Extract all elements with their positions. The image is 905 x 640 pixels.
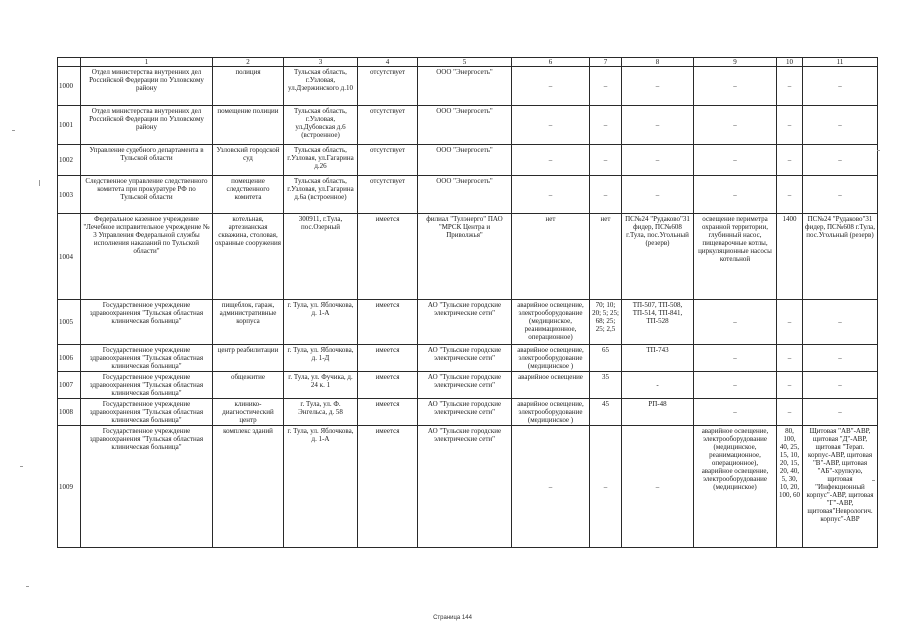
- table-cell-col-4: имеется: [358, 426, 418, 548]
- table-cell-col-10: 80, 100, 40, 25, 15, 10, 20, 15, 20, 40, 5, 30, 10, 20, 100, 60: [777, 426, 803, 548]
- header-cell: 11: [803, 58, 878, 67]
- table-cell-col-2: помещение следственного комитета: [213, 176, 284, 214]
- table-cell-col-1: Государственное учреждение здравоохранения "Тульская областная клиническая больница": [81, 300, 213, 345]
- table-cell-col-5: АО "Тульские городские электрические сети": [418, 372, 512, 399]
- row-number: 1000: [58, 67, 81, 106]
- table-cell-col-6: аварийное освещение: [512, 372, 590, 399]
- table-row: [58, 345, 878, 372]
- header-cell-empty: [58, 58, 81, 67]
- table-cell-col-6: –: [512, 67, 590, 106]
- table-cell-col-3: г. Тула, ул. Ф. Энгельса, д. 58: [284, 399, 358, 426]
- table-row: [58, 399, 878, 426]
- table-cell-col-7: –: [590, 145, 622, 176]
- table-cell-col-6: аварийное освещение, электрооборудование (медицинское ): [512, 399, 590, 426]
- header-cell: 3: [284, 58, 358, 67]
- table-cell-col-4: имеется: [358, 214, 418, 300]
- table-cell-col-8: –: [622, 176, 694, 214]
- table-cell-col-3: г. Тула, ул. Яблочкова, д. 1-А: [284, 426, 358, 548]
- scan-speck: [877, 150, 880, 151]
- table-cell-col-2: центр реабилитации: [213, 345, 284, 372]
- table-cell-col-11: –: [803, 399, 878, 426]
- table-cell-col-9: –: [694, 106, 777, 145]
- table-cell-col-8: ТП-743: [622, 345, 694, 372]
- table-cell-col-8: –: [622, 67, 694, 106]
- page-footer: Страница 144: [433, 615, 472, 621]
- table-cell-col-9: –: [694, 345, 777, 372]
- row-number: 1006: [58, 345, 81, 372]
- table-cell-col-5: АО "Тульские городские электрические сети": [418, 345, 512, 372]
- table-cell-col-5: ООО "Энергосеть": [418, 106, 512, 145]
- header-cell: 8: [622, 58, 694, 67]
- table-row: [58, 106, 878, 145]
- table-cell-col-8: –: [622, 106, 694, 145]
- column-number-header-row: [58, 58, 878, 67]
- table-cell-col-8: ПС№24 "Рудаково"31 фидер, ПС№608 г.Тула, пос.Угольный (резерв): [622, 214, 694, 300]
- table-cell-col-3: Тульская область, г.Узловая, ул.Дубовская д.6 (встроенное): [284, 106, 358, 145]
- table-cell-col-11: –: [803, 372, 878, 399]
- scan-speck: [12, 130, 15, 131]
- table-cell-col-6: –: [512, 426, 590, 548]
- table-cell-col-4: отсутствует: [358, 176, 418, 214]
- table-cell-col-2: пищеблок, гараж, административные корпуса: [213, 300, 284, 345]
- table-cell-col-9: –: [694, 176, 777, 214]
- table-cell-col-11: –: [803, 345, 878, 372]
- table-cell-col-9: –: [694, 67, 777, 106]
- table-cell-col-4: имеется: [358, 345, 418, 372]
- table-cell-col-3: г. Тула, ул. Яблочкова, д. 1-А: [284, 300, 358, 345]
- table-cell-col-2: общежитие: [213, 372, 284, 399]
- table-cell-col-3: г. Тула, ул. Яблочкова, д. 1-Д: [284, 345, 358, 372]
- table-cell-col-7: 35: [590, 372, 622, 399]
- table-cell-col-10: –: [777, 176, 803, 214]
- row-number: 1001: [58, 106, 81, 145]
- header-cell: 4: [358, 58, 418, 67]
- table-cell-col-4: отсутствует: [358, 106, 418, 145]
- table-cell-col-11: –: [803, 300, 878, 345]
- table-cell-col-9: освещение периметра охранной территории, глубинный насос, пищеварочные котлы, циркуляционные насосы котельной: [694, 214, 777, 300]
- table-cell-col-4: отсутствует: [358, 145, 418, 176]
- table-cell-col-3: 300911, г.Тула, пос.Озерный: [284, 214, 358, 300]
- row-number: 1007: [58, 372, 81, 399]
- table-row: [58, 145, 878, 176]
- table-cell-col-5: ООО "Энергосеть": [418, 67, 512, 106]
- row-number: 1003: [58, 176, 81, 214]
- table-row: [58, 176, 878, 214]
- row-number: 1008: [58, 399, 81, 426]
- table-cell-col-3: г. Тула, ул. Фучика, д. 24 к. 1: [284, 372, 358, 399]
- table-cell-col-11: –: [803, 176, 878, 214]
- row-number: 1002: [58, 145, 81, 176]
- table-cell-col-9: –: [694, 145, 777, 176]
- table-cell-col-3: Тульская область, г.Узловая, ул.Дзержинского д.10: [284, 67, 358, 106]
- table-cell-col-5: ООО "Энергосеть": [418, 145, 512, 176]
- table-cell-col-10: –: [777, 106, 803, 145]
- table-cell-col-3: Тульская область, г.Узловая, ул.Гагарина д.26: [284, 145, 358, 176]
- table-cell-col-7: 45: [590, 399, 622, 426]
- table-cell-col-8: ТП-507, ТП-508, ТП-514, ТП-841, ТП-528: [622, 300, 694, 345]
- table-cell-col-4: отсутствует: [358, 67, 418, 106]
- table-cell-col-11: –: [803, 106, 878, 145]
- header-cell: 10: [777, 58, 803, 67]
- table-cell-col-4: имеется: [358, 372, 418, 399]
- table-cell-col-10: –: [777, 67, 803, 106]
- table-cell-col-1: Отдел министерства внутренних дел Российской Федерации по Узловскому району: [81, 106, 213, 145]
- table-row: [58, 372, 878, 399]
- table-cell-col-7: –: [590, 176, 622, 214]
- table-cell-col-10: 1400: [777, 214, 803, 300]
- table-cell-col-9: –: [694, 372, 777, 399]
- table-cell-col-1: Государственное учреждение здравоохранения "Тульская областная клиническая больница": [81, 426, 213, 548]
- table-cell-col-2: Узловский городской суд: [213, 145, 284, 176]
- table-cell-col-8: –: [622, 426, 694, 548]
- table-cell-col-4: имеется: [358, 399, 418, 426]
- register-table: [57, 57, 878, 548]
- table-cell-col-6: аварийное освещение, электрооборудование (медицинское ): [512, 345, 590, 372]
- table-cell-col-5: АО "Тульские городские электрические сети": [418, 399, 512, 426]
- table-cell-col-1: Отдел министерства внутренних дел Российской Федерации по Узловскому району: [81, 67, 213, 106]
- table-row: [58, 300, 878, 345]
- table-cell-col-2: помещение полиции: [213, 106, 284, 145]
- table-cell-col-7: нет: [590, 214, 622, 300]
- header-cell: 5: [418, 58, 512, 67]
- table-row: [58, 67, 878, 106]
- row-number: 1009: [58, 426, 81, 548]
- table-cell-col-1: Следственное управление следственного комитета при прокуратуре РФ по Тульской области: [81, 176, 213, 214]
- table-cell-col-7: –: [590, 67, 622, 106]
- table-cell-col-11: ПС№24 "Рудаково"31 фидер, ПС№608 г.Тула, пос.Угольный (резерв): [803, 214, 878, 300]
- table-cell-col-2: котельная, артезианская скважина, столовая, охранные сооружения: [213, 214, 284, 300]
- table-cell-col-1: Федеральное казенное учреждение "Лечебное исправительное учреждение № 3 Управления Федеральной службы исполнения наказаний по Тульской области": [81, 214, 213, 300]
- table-cell-col-6: –: [512, 145, 590, 176]
- table-cell-col-7: –: [590, 426, 622, 548]
- table-cell-col-7: 70; 10; 20; 5; 25; 68; 25; 25; 2,5: [590, 300, 622, 345]
- table-cell-col-6: –: [512, 106, 590, 145]
- table-cell-col-9: –: [694, 300, 777, 345]
- table-cell-col-7: 65: [590, 345, 622, 372]
- table-row: [58, 426, 878, 548]
- table-cell-col-5: АО "Тульские городские электрические сети": [418, 426, 512, 548]
- header-cell: 7: [590, 58, 622, 67]
- table-cell-col-10: –: [777, 300, 803, 345]
- table-cell-col-10: –: [777, 345, 803, 372]
- table-cell-col-2: полиция: [213, 67, 284, 106]
- table-cell-col-1: Государственное учреждение здравоохранения "Тульская областная клиническая больница": [81, 345, 213, 372]
- table-cell-col-5: ООО "Энергосеть": [418, 176, 512, 214]
- table-cell-col-6: аварийное освещение, электрооборудование (медицинское, реанимационное, операционное): [512, 300, 590, 345]
- table-cell-col-11: –: [803, 67, 878, 106]
- table-cell-col-1: Государственное учреждение здравоохранения "Тульская областная клиническая больница": [81, 372, 213, 399]
- row-number: 1005: [58, 300, 81, 345]
- table-cell-col-1: Государственное учреждение здравоохранения "Тульская областная клиническая больница": [81, 399, 213, 426]
- table-cell-col-8: РП-48: [622, 399, 694, 426]
- table-cell-col-1: Управление судебного департамента в Тульской области: [81, 145, 213, 176]
- table-cell-col-2: клинико-диагностический центр: [213, 399, 284, 426]
- table-cell-col-10: –: [777, 399, 803, 426]
- table-cell-col-10: –: [777, 372, 803, 399]
- table-row: [58, 214, 878, 300]
- table-cell-col-9: –: [694, 399, 777, 426]
- table-cell-col-11: Щитовая "АВ"-АВР, щитовая "Д"-АВР, щитовая "Терап. корпус-АВР, щитовая "В"-АВР, щитовая "АБ"-хрупкую, щитовая "Инфекционный корпус"-АВР, щитовая "Г"-АВР, щитовая"Неврологич. корпус"-АВР: [803, 426, 878, 548]
- scan-speck: [20, 466, 23, 467]
- register-table-container: [57, 57, 875, 548]
- table-cell-col-3: Тульская область, г.Узловая, ул.Гагарина д.6а (встроенное): [284, 176, 358, 214]
- header-cell: 6: [512, 58, 590, 67]
- table-cell-col-6: –: [512, 176, 590, 214]
- table-cell-col-5: АО "Тульские городские электрические сети": [418, 300, 512, 345]
- header-cell: 9: [694, 58, 777, 67]
- table-cell-col-5: филиал "Тулэнерго" ПАО "МРСК Центра и Приволжья": [418, 214, 512, 300]
- table-cell-col-6: нет: [512, 214, 590, 300]
- table-cell-col-9: аварийное освещение, электрооборудование (медицинское, реанимационное, операционное), аварийное освещение, электрооборудование (медицинское): [694, 426, 777, 548]
- header-cell: 2: [213, 58, 284, 67]
- scan-speck: [26, 586, 29, 587]
- scan-speck: [39, 180, 40, 186]
- table-cell-col-10: –: [777, 145, 803, 176]
- table-cell-col-4: имеется: [358, 300, 418, 345]
- table-cell-col-8: -: [622, 372, 694, 399]
- table-cell-col-11: –: [803, 145, 878, 176]
- scan-speck: [872, 480, 875, 481]
- table-cell-col-2: комплекс зданий: [213, 426, 284, 548]
- table-cell-col-8: –: [622, 145, 694, 176]
- table-cell-col-7: –: [590, 106, 622, 145]
- header-cell: 1: [81, 58, 213, 67]
- row-number: 1004: [58, 214, 81, 300]
